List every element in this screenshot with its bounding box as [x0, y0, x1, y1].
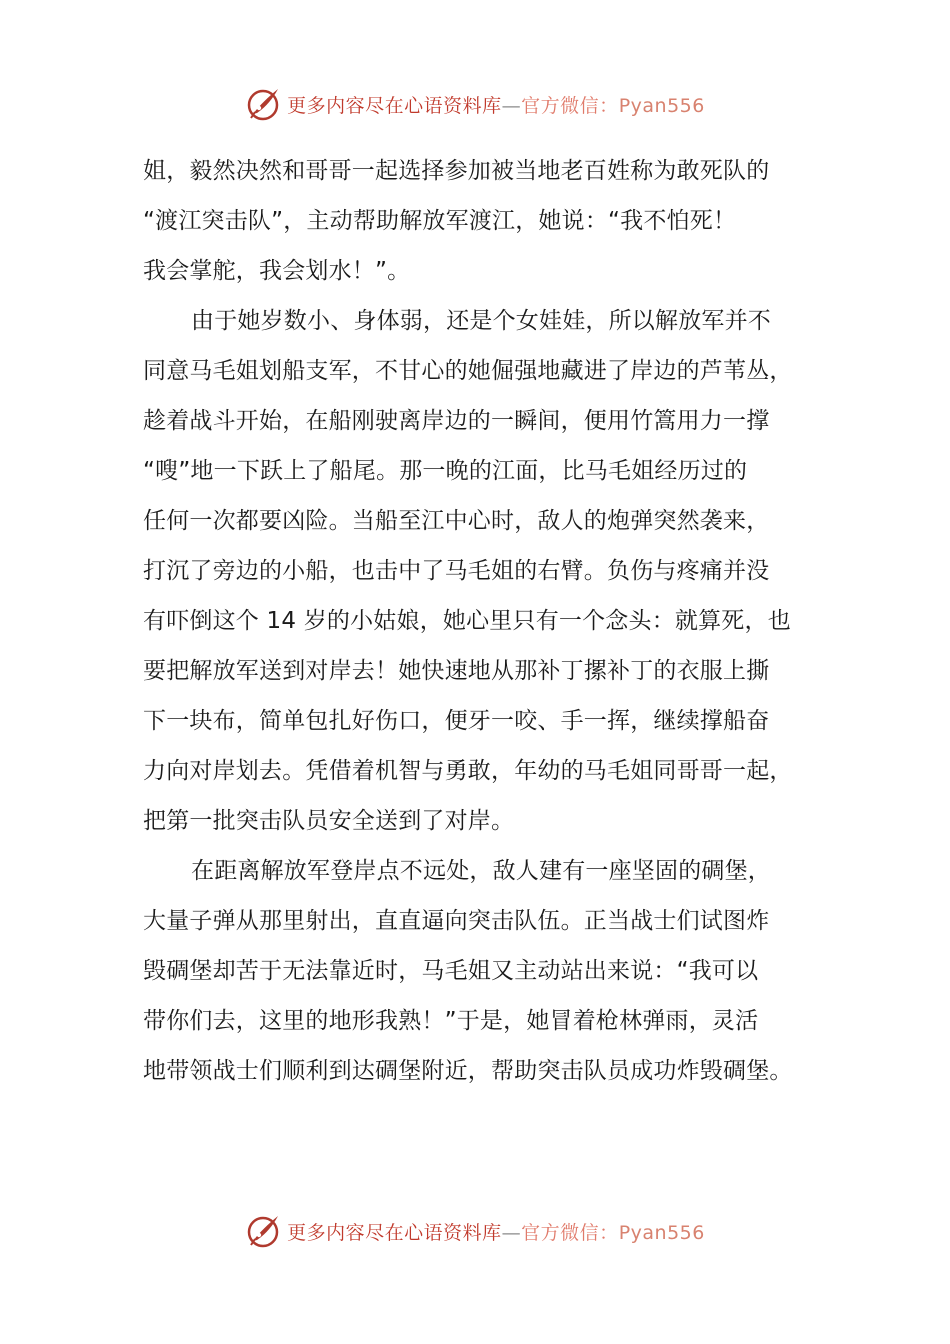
text-line: 打沉了旁边的小船，也击中了马毛姐的右臂。负伤与疼痛并没 — [143, 558, 770, 584]
banner-dash: — — [501, 1221, 522, 1244]
text-line: 把第一批突击队员安全送到了对岸。 — [143, 808, 515, 834]
quill-pen-logo-icon — [245, 86, 281, 122]
banner-title: 更多内容尽在心语资料库 — [287, 1221, 502, 1244]
text-line: 我会掌舵，我会划水！”。 — [143, 258, 411, 284]
banner-title: 更多内容尽在心语资料库 — [287, 94, 502, 117]
text-line: 地带领战士们顺利到达碉堡附近，帮助突击队员成功炸毁碉堡。 — [143, 1058, 793, 1084]
text-line: 带你们去，这里的地形我熟！”于是，她冒着枪林弹雨，灵活 — [143, 1008, 759, 1034]
text-line: 有吓倒这个 14 岁的小姑娘，她心里只有一个念头：就算死，也 — [143, 608, 791, 634]
quill-pen-logo-icon — [245, 1213, 281, 1249]
paragraph-3 — [143, 846, 808, 1096]
paragraph-1 — [143, 146, 808, 296]
text-line: 任何一次都要凶险。当船至江中心时，敌人的炮弹突然袭来， — [143, 508, 770, 534]
text-line: 要把解放军送到对岸去！她快速地从那补丁摞补丁的衣服上撕 — [143, 658, 770, 684]
header-banner — [0, 84, 950, 124]
banner-dash: — — [501, 94, 522, 117]
banner-wechat-label: 官方微信： — [521, 94, 619, 117]
banner-wechat-handle: Pyan556 — [618, 1221, 705, 1244]
text-line: 同意马毛姐划船支军，不甘心的她倔强地藏进了岸边的芦苇丛， — [143, 358, 793, 384]
text-line: 毁碉堡却苦于无法靠近时，马毛姐又主动站出来说：“我可以 — [143, 958, 759, 984]
text-line: “渡江突击队”，主动帮助解放军渡江，她说：“我不怕死！ — [143, 208, 737, 234]
text-line: 姐，毅然决然和哥哥一起选择参加被当地老百姓称为敢死队的 — [143, 158, 770, 184]
banner-wechat-handle: Pyan556 — [618, 94, 705, 117]
paragraph-2 — [143, 296, 808, 846]
text-line: 下一块布，简单包扎好伤口，便牙一咬、手一挥，继续撑船奋 — [143, 708, 770, 734]
banner-text — [287, 1218, 705, 1245]
text-line: 趁着战斗开始，在船刚驶离岸边的一瞬间，便用竹篙用力一撑 — [143, 408, 770, 434]
banner-wechat-label: 官方微信： — [521, 1221, 619, 1244]
footer-banner — [0, 1211, 950, 1251]
text-line: 由于她岁数小、身体弱，还是个女娃娃，所以解放军并不 — [191, 308, 771, 334]
banner-text — [287, 91, 705, 118]
text-line: “嗖”地一下跃上了船尾。那一晚的江面，比马毛姐经历过的 — [143, 458, 748, 484]
text-line: 在距离解放军登岸点不远处，敌人建有一座坚固的碉堡， — [191, 858, 771, 884]
document-body — [143, 146, 808, 1096]
text-line: 力向对岸划去。凭借着机智与勇敢，年幼的马毛姐同哥哥一起， — [143, 758, 793, 784]
text-line: 大量子弹从那里射出，直直逼向突击队伍。正当战士们试图炸 — [143, 908, 770, 934]
